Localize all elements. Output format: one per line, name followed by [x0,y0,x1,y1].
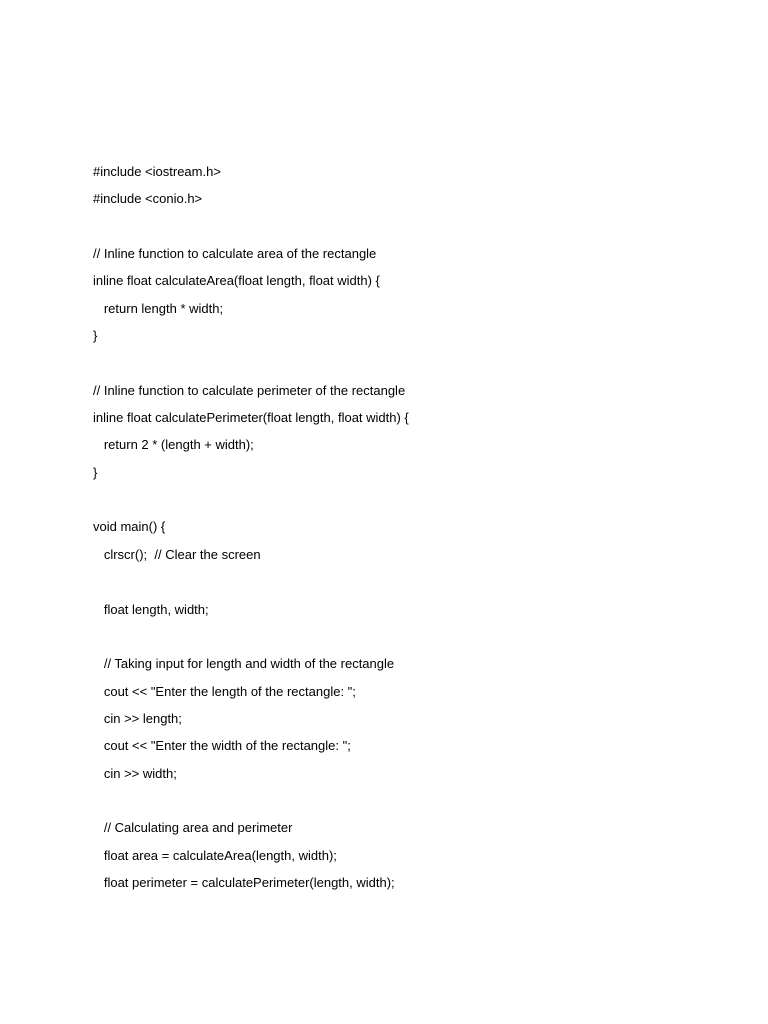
code-line: inline float calculateArea(float length, float width) { [93,273,380,289]
code-line: } [93,464,98,480]
code-listing [93,160,409,898]
code-line [93,789,409,816]
code-line: clrscr(); // Clear the screen [93,546,261,562]
code-line: } [93,328,98,344]
code-line: cout << "Enter the length of the rectangle: "; [93,683,356,699]
code-line: // Inline function to calculate area of the rectangle [93,246,377,262]
code-line [93,570,409,597]
code-line: return 2 * (length + width); [93,437,254,453]
code-line: cout << "Enter the width of the rectangle: "; [93,738,351,754]
code-line [93,488,409,515]
code-line: // Inline function to calculate perimeter of the rectangle [93,382,406,398]
code-line: cin >> length; [93,710,182,726]
code-line: float length, width; [93,601,209,617]
code-line: #include <iostream.h> [93,164,221,179]
code-line: void main() { [93,519,166,535]
code-line: // Taking input for length and width of the rectangle [93,656,395,672]
code-line: float area = calculateArea(length, width); [93,847,337,863]
code-line: cin >> width; [93,765,177,781]
code-line: #include <conio.h> [93,191,203,207]
code-line [93,625,409,652]
code-line [93,351,409,378]
code-line: // Calculating area and perimeter [93,820,293,836]
code-line [93,215,409,242]
code-line: inline float calculatePerimeter(float length, float width) { [93,410,409,426]
code-line: return length * width; [93,300,224,316]
code-line: float perimeter = calculatePerimeter(length, width); [93,874,395,890]
